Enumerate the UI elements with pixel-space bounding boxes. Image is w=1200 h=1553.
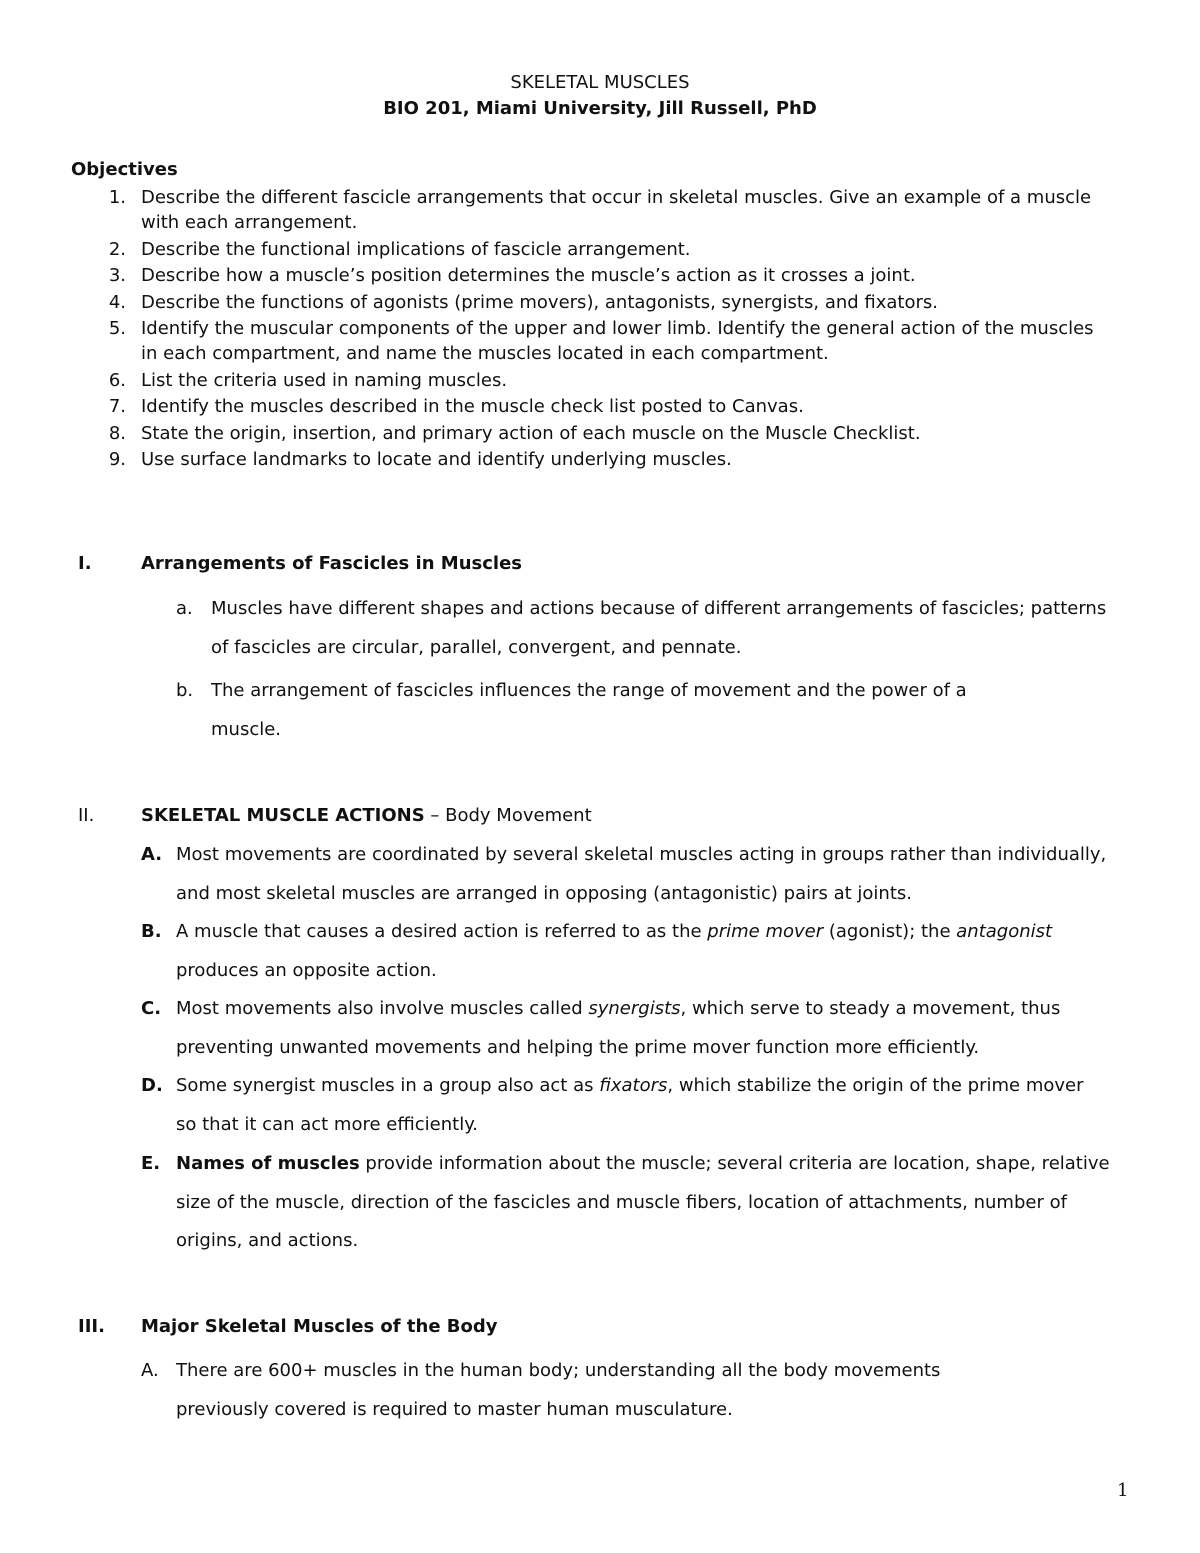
item-letter: C.: [141, 998, 162, 1019]
item-text: [176, 990, 1136, 1067]
item-text: There are 600+ muscles in the human body; understanding all the body movements previously covered is required to master human musculature.: [176, 1360, 941, 1420]
item-text: [176, 913, 1136, 990]
item-letter: b.: [176, 680, 194, 701]
item-letter: a.: [176, 598, 193, 619]
section-1-item-b: [0, 672, 1200, 752]
section-number: III.: [78, 1316, 105, 1337]
objective-item: [100, 421, 1110, 446]
section-title: Major Skeletal Muscles of the Body: [141, 1316, 498, 1337]
item-letter: D.: [141, 1075, 163, 1096]
objective-text: Use surface landmarks to locate and identify underlying muscles.: [141, 449, 732, 470]
section-title-rest: – Body Movement: [424, 805, 592, 826]
objective-item: [100, 290, 1110, 315]
section-2-item-B: [0, 913, 1200, 993]
objective-number: 6 .: [100, 368, 126, 393]
objective-text: List the criteria used in naming muscles.: [141, 369, 508, 391]
item-letter: A.: [141, 844, 163, 865]
item-text: Most movements are coordinated by several skeletal muscles acting in groups rather than individually, and most skeletal muscles are arranged in opposing (antagonistic) pairs at joints.: [176, 844, 1107, 904]
italic-term: synergists: [588, 998, 681, 1019]
section-1-item-a: [0, 590, 1200, 670]
section-2-item-A: [0, 836, 1200, 916]
italic-term: fixators: [599, 1075, 668, 1096]
section-number: I.: [78, 553, 92, 574]
text-run: (agonist); the: [823, 921, 957, 942]
objective-item: [100, 237, 1110, 262]
text-run: , which stabilize the origin of the prime mover so that it can act more efficiently.: [176, 1075, 1084, 1135]
item-text: The arrangement of fascicles influences the range of movement and the power of a muscle.: [211, 680, 967, 740]
item-letter: B.: [141, 921, 162, 942]
text-run: , which serve to steady a movement, thus preventing unwanted movements and helping the prime mover function more efficiently.: [176, 998, 1061, 1058]
objective-text: Describe the functions of agonists (prime movers), antagonists, synergists, and fixators.: [141, 291, 938, 313]
objective-number: 7 .: [100, 394, 126, 419]
objective-number: 4 .: [100, 290, 126, 315]
objective-text: Describe the different fascicle arrangements that occur in skeletal muscles. Give an example of a muscle with each arrangement.: [141, 187, 1092, 233]
item-text: Muscles have different shapes and actions because of different arrangements of fascicles; patterns of fascicles are circular, parallel, convergent, and pennate.: [211, 598, 1107, 658]
objective-item: [100, 447, 1110, 472]
objective-item: [100, 316, 1110, 366]
section-2-heading: [0, 805, 1200, 831]
section-3-heading: [0, 1316, 1200, 1342]
item-letter: E.: [141, 1153, 161, 1174]
section-number: II.: [78, 805, 95, 826]
objective-text: Describe the functional implications of fascicle arrangement.: [141, 238, 691, 260]
text-run: A muscle that causes a desired action is referred to as the: [176, 921, 708, 942]
section-1-heading: [0, 553, 1200, 579]
objective-number: 2 .: [100, 237, 126, 262]
item-text: [176, 1067, 1106, 1144]
page-number: 1: [1117, 1480, 1129, 1501]
section-2-item-C: [0, 990, 1200, 1070]
objective-text: Describe how a muscle’s position determines the muscle’s action as it crosses a joint.: [141, 265, 916, 286]
objective-text: Identify the muscular components of the upper and lower limb. Identify the general action of the muscles in each compartment, and name the muscles located in each compartment.: [141, 318, 1094, 364]
objectives-heading: Objectives: [71, 159, 178, 180]
objective-number: 1 .: [100, 185, 126, 210]
section-title: Arrangements of Fascicles in Muscles: [141, 553, 522, 574]
section-title-bold: SKELETAL MUSCLE ACTIONS: [141, 805, 425, 826]
bold-term: Names of muscles: [176, 1153, 360, 1174]
section-3-item-A: [0, 1352, 1200, 1432]
objective-number: 3 .: [100, 263, 126, 288]
objective-number: 5 .: [100, 316, 126, 341]
objective-item: [100, 185, 1110, 235]
text-run: Some synergist muscles in a group also act as: [176, 1075, 600, 1096]
objectives-list: [100, 185, 1110, 474]
objective-text: State the origin, insertion, and primary action of each muscle on the Muscle Checklist.: [141, 422, 921, 444]
section-2-item-E: [0, 1145, 1200, 1265]
item-letter: A.: [141, 1360, 159, 1381]
section-2-item-D: [0, 1067, 1200, 1147]
document-subtitle: BIO 201, Miami University, Jill Russell, PhD: [383, 98, 817, 119]
text-run: Most movements also involve muscles called: [176, 998, 589, 1019]
objective-text: Identify the muscles described in the muscle check list posted to Canvas.: [141, 396, 804, 417]
italic-term: prime mover: [707, 921, 824, 942]
objective-item: [100, 263, 1110, 288]
text-run: produces an opposite action.: [176, 959, 437, 981]
section-title: [141, 805, 592, 826]
objective-number: 9 .: [100, 447, 126, 472]
objective-item: [100, 394, 1110, 419]
objective-item: [100, 368, 1110, 393]
document-title: SKELETAL MUSCLES: [510, 72, 690, 93]
item-text: [176, 1145, 1136, 1261]
italic-term: antagonist: [956, 921, 1053, 942]
objective-number: 8 .: [100, 421, 126, 446]
text-run: provide information about the muscle; several criteria are location, shape, relative size of the muscle, direction of the fascicles and muscle fibers, location of attachments, number of origins, and actions.: [176, 1153, 1110, 1251]
